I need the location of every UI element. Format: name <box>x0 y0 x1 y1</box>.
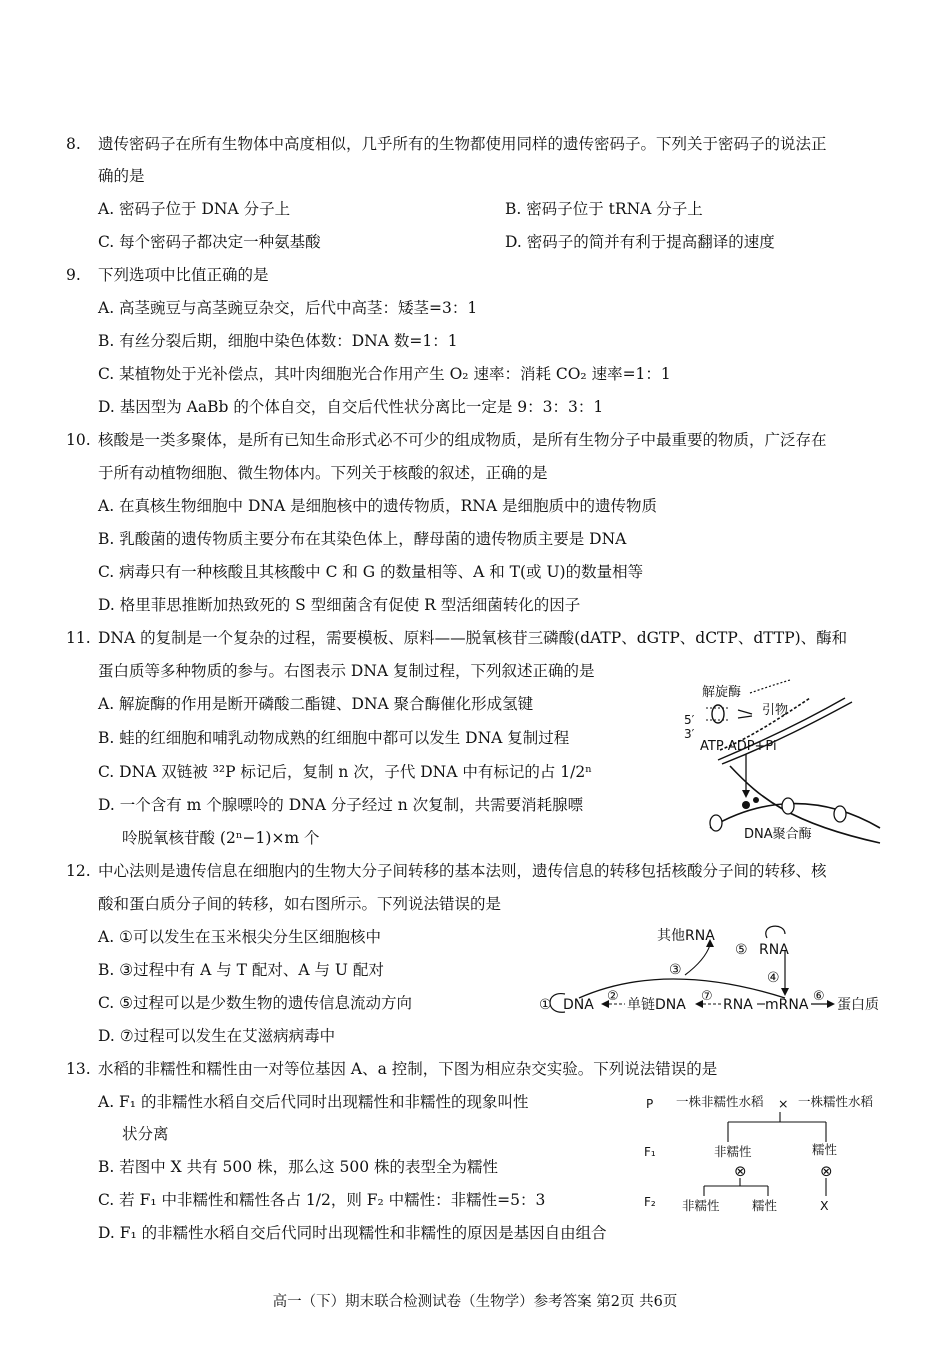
question-number: 9. <box>66 266 81 284</box>
p-left-label: 一株非糯性水稻 <box>676 1094 764 1109</box>
option-a: A. 高茎豌豆与高茎豌豆杂交，后代中高茎：矮茎=3：1 <box>98 299 478 317</box>
option-b: B. 密码子位于 tRNA 分子上 <box>505 200 703 218</box>
mrna-label: mRNA <box>765 997 809 1013</box>
question-stem-line: 水稻的非糯性和糯性由一对等位基因 A、a 控制，下图为相应杂交实验。下列说法错误的是 <box>98 1060 718 1078</box>
f2-b-label: 糯性 <box>752 1198 778 1213</box>
option-c: C. DNA 双链被 ³²P 标记后，复制 n 次，子代 DNA 中有标记的占 1/2ⁿ <box>98 763 592 781</box>
question-stem-line: 确的是 <box>98 167 145 185</box>
f1-label: F₁ <box>644 1145 656 1159</box>
question-stem-line: 中心法则是遗传信息在细胞内的生物大分子间转移的基本法则，遗传信息的转移包括核酸分子间的转移、核 <box>98 862 827 880</box>
protein-label: 蛋白质 <box>837 997 879 1013</box>
central-dogma-diagram <box>535 920 895 1030</box>
option-b: B. 有丝分裂后期，细胞中染色体数：DNA 数=1：1 <box>98 332 458 350</box>
polymerase-dot <box>742 801 750 809</box>
rna-mid-label: RNA <box>723 997 753 1013</box>
option-c: C. 病毒只有一种核酸且其核酸中 C 和 G 的数量相等、A 和 T(或 U)的数量相等 <box>98 563 644 581</box>
option-b: B. 蛙的红细胞和哺乳动物成熟的红细胞中都可以发生 DNA 复制过程 <box>98 729 570 747</box>
three-prime-label: 3′ <box>684 727 695 741</box>
f2-a-label: 非糯性 <box>682 1198 720 1213</box>
rna-top-label: RNA <box>759 942 789 958</box>
question-stem-line: DNA 的复制是一个复杂的过程，需要模板、原料——脱氧核苷三磷酸(dATP、dGTP、dCTP、dTTP)、酶和 <box>98 629 848 647</box>
option-a-continued: 状分离 <box>122 1125 169 1143</box>
f1-right-label: 糯性 <box>812 1142 838 1157</box>
num-1: ① <box>539 997 552 1013</box>
num-6: ⑥ <box>813 989 825 1004</box>
parental-strand-tip <box>750 680 790 693</box>
ssdna-label: 单链DNA <box>627 997 686 1013</box>
option-d: D. 基因型为 AaBb 的个体自交，自交后代性状分离比一定是 9：3：3：1 <box>98 398 604 416</box>
question-stem-line: 于所有动植物细胞、微生物体内。下列关于核酸的叙述，正确的是 <box>98 464 548 482</box>
polymerase-label: DNA聚合酶 <box>744 827 812 842</box>
question-stem-line: 酸和蛋白质分子间的转移，如右图所示。下列说法错误的是 <box>98 895 502 913</box>
num-2: ② <box>607 989 619 1004</box>
option-b: B. ③过程中有 A 与 T 配对、A 与 U 配对 <box>98 961 384 979</box>
helicase-label: 解旋酶 <box>702 685 742 700</box>
option-a: A. 密码子位于 DNA 分子上 <box>98 200 291 218</box>
option-d: D. 格里菲思推断加热致死的 S 型细菌含有促使 R 型活细菌转化的因子 <box>98 596 581 614</box>
cross-symbol: × <box>778 1096 789 1111</box>
polymerase-shape <box>782 798 794 814</box>
option-a: A. ①可以发生在玉米根尖分生区细胞核中 <box>98 928 381 946</box>
self-cross-symbol: ⊗ <box>734 1162 747 1180</box>
f1-left-label: 非糯性 <box>714 1144 752 1159</box>
option-d-continued: 呤脱氧核苷酸 (2ⁿ−1)×m 个 <box>122 829 320 847</box>
page-footer: 高一（下）期末联合检测试卷（生物学）参考答案 第2页 共6页 <box>272 1294 678 1310</box>
option-d: D. 一个含有 m 个腺嘌呤的 DNA 分子经过 n 次复制，共需要消耗腺嘌 <box>98 796 584 814</box>
option-b: B. 若图中 X 共有 500 株，那么这 500 株的表型全为糯性 <box>98 1158 499 1176</box>
question-stem-line: 核酸是一类多聚体，是所有已知生命形式必不可少的组成物质，是所有生物分子中最重要的物质，广泛存在 <box>98 431 827 449</box>
option-b: B. 乳酸菌的遗传物质主要分布在其染色体上，酵母菌的遗传物质主要是 DNA <box>98 530 627 548</box>
num-5: ⑤ <box>735 942 748 958</box>
option-c: C. 若 F₁ 中非糯性和糯性各占 1/2，则 F₂ 中糯性：非糯性=5：3 <box>98 1191 546 1209</box>
question-stem-line: 蛋白质等多种物质的参与。右图表示 DNA 复制过程，下列叙述正确的是 <box>98 662 595 680</box>
option-d: D. 密码子的简并有利于提高翻译的速度 <box>505 233 775 251</box>
p-label: P <box>646 1097 654 1111</box>
primer-label: 引物 <box>762 703 789 718</box>
option-c: C. ⑤过程可以是少数生物的遗传信息流动方向 <box>98 994 413 1012</box>
f2-label: F₂ <box>644 1195 656 1209</box>
option-a: A. F₁ 的非糯性水稻自交后代同时出现糯性和非糯性的现象叫性 <box>98 1093 529 1111</box>
question-number: 10. <box>66 431 91 449</box>
num-3: ③ <box>669 962 682 978</box>
question-number: 13. <box>66 1060 91 1078</box>
other-rna-label: 其他RNA <box>657 928 715 944</box>
option-c: C. 每个密码子都决定一种氨基酸 <box>98 233 321 251</box>
question-number: 11. <box>66 629 91 647</box>
question-stem-line: 遗传密码子在所有生物体中高度相似，几乎所有的生物都使用同样的遗传密码子。下列关于密码子的说法正 <box>98 135 827 153</box>
question-stem-line: 下列选项中比值正确的是 <box>98 266 269 284</box>
x-label: X <box>820 1198 829 1213</box>
question-number: 12. <box>66 862 91 880</box>
rice-cross-diagram <box>640 1088 890 1218</box>
num-4: ④ <box>767 970 780 986</box>
loop-5 <box>766 926 785 938</box>
option-a: A. 在真核生物细胞中 DNA 是细胞核中的遗传物质，RNA 是细胞质中的遗传物质 <box>98 497 657 515</box>
option-a: A. 解旋酶的作用是断开磷酸二酯键、DNA 聚合酶催化形成氢键 <box>98 695 534 713</box>
atp-label: ATP ADP+Pi <box>700 739 777 754</box>
question-number: 8. <box>66 135 81 153</box>
num-7: ⑦ <box>701 989 713 1004</box>
self-cross-symbol: ⊗ <box>820 1162 833 1180</box>
five-prime-label: 5′ <box>684 713 695 727</box>
p-right-label: 一株糯性水稻 <box>798 1094 874 1109</box>
dna-label: DNA <box>563 997 594 1013</box>
option-c: C. 某植物处于光补偿点，其叶肉细胞光合作用产生 O₂ 速率：消耗 CO₂ 速率=1：1 <box>98 365 671 383</box>
dna-replication-diagram <box>680 678 890 848</box>
option-d: D. F₁ 的非糯性水稻自交后代同时出现糯性和非糯性的原因是基因自由组合 <box>98 1224 607 1242</box>
option-d: D. ⑦过程可以发生在艾滋病病毒中 <box>98 1027 336 1045</box>
